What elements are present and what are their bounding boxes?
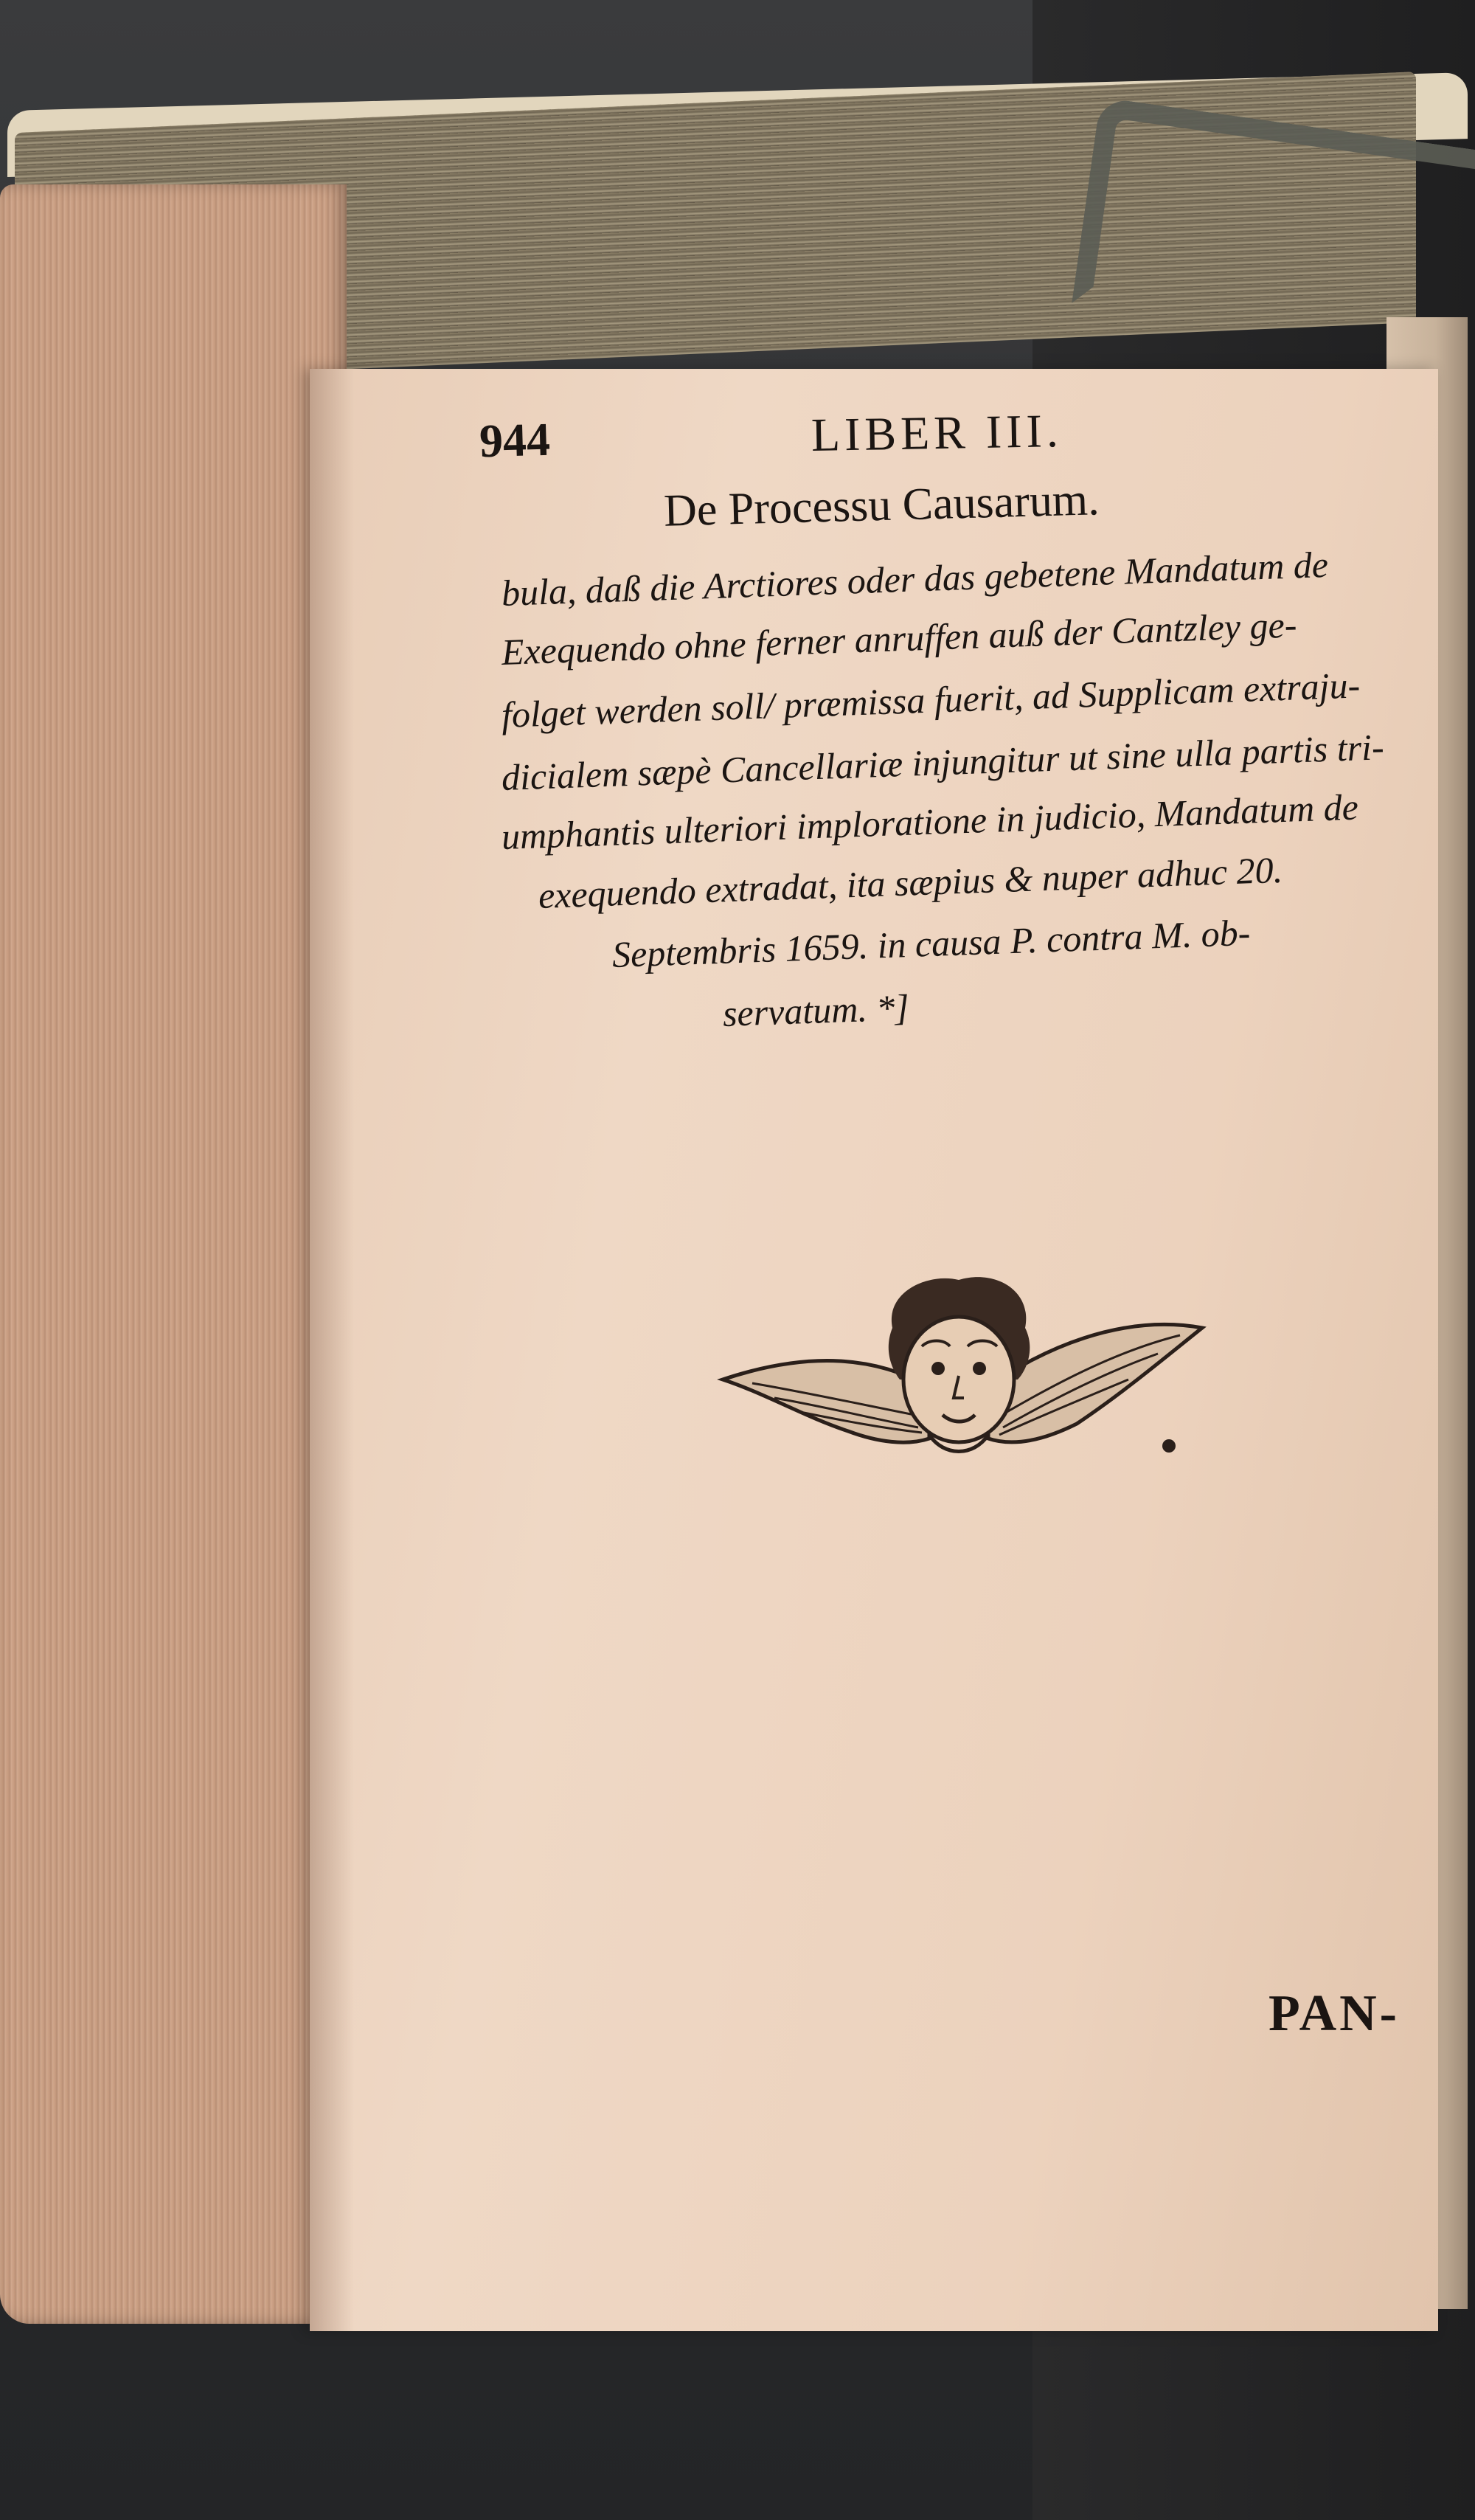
cherub-head-with-wings-icon (708, 1269, 1210, 1490)
body-line: Septembris 1659. in causa P. contra M. ob- (611, 911, 1252, 975)
body-line: dicialem sæpè Cancellariæ injungitur ut sine ulla partis tri- (501, 726, 1385, 798)
body-line: umphantis ulteriori imploratione in judicio, Mandatum de (501, 786, 1359, 857)
body-line: servatum. *] (722, 986, 910, 1034)
show-through-texture (457, 959, 1342, 2520)
body-line: exequendo extradat, ita sæpius & nuper adhuc 20. (538, 848, 1283, 916)
body-line: Exequendo ohne ferner anruffen auß der Cantzley ge- (501, 603, 1298, 673)
page-number: 944 (479, 412, 551, 468)
page-edges (0, 184, 347, 2324)
body-line: bula, daß die Arctiores oder das gebetene Mandatum de (501, 543, 1329, 614)
catchword: PAN- (1268, 1985, 1400, 2042)
section-title: De Processu Causarum. (663, 474, 1100, 536)
running-header: LIBER III. (811, 404, 1063, 461)
gutter-shadow (310, 369, 354, 2331)
body-line: folget werden soll/ præmissa fuerit, ad Supplicam extraju- (501, 664, 1361, 735)
book-page (310, 369, 1438, 2331)
